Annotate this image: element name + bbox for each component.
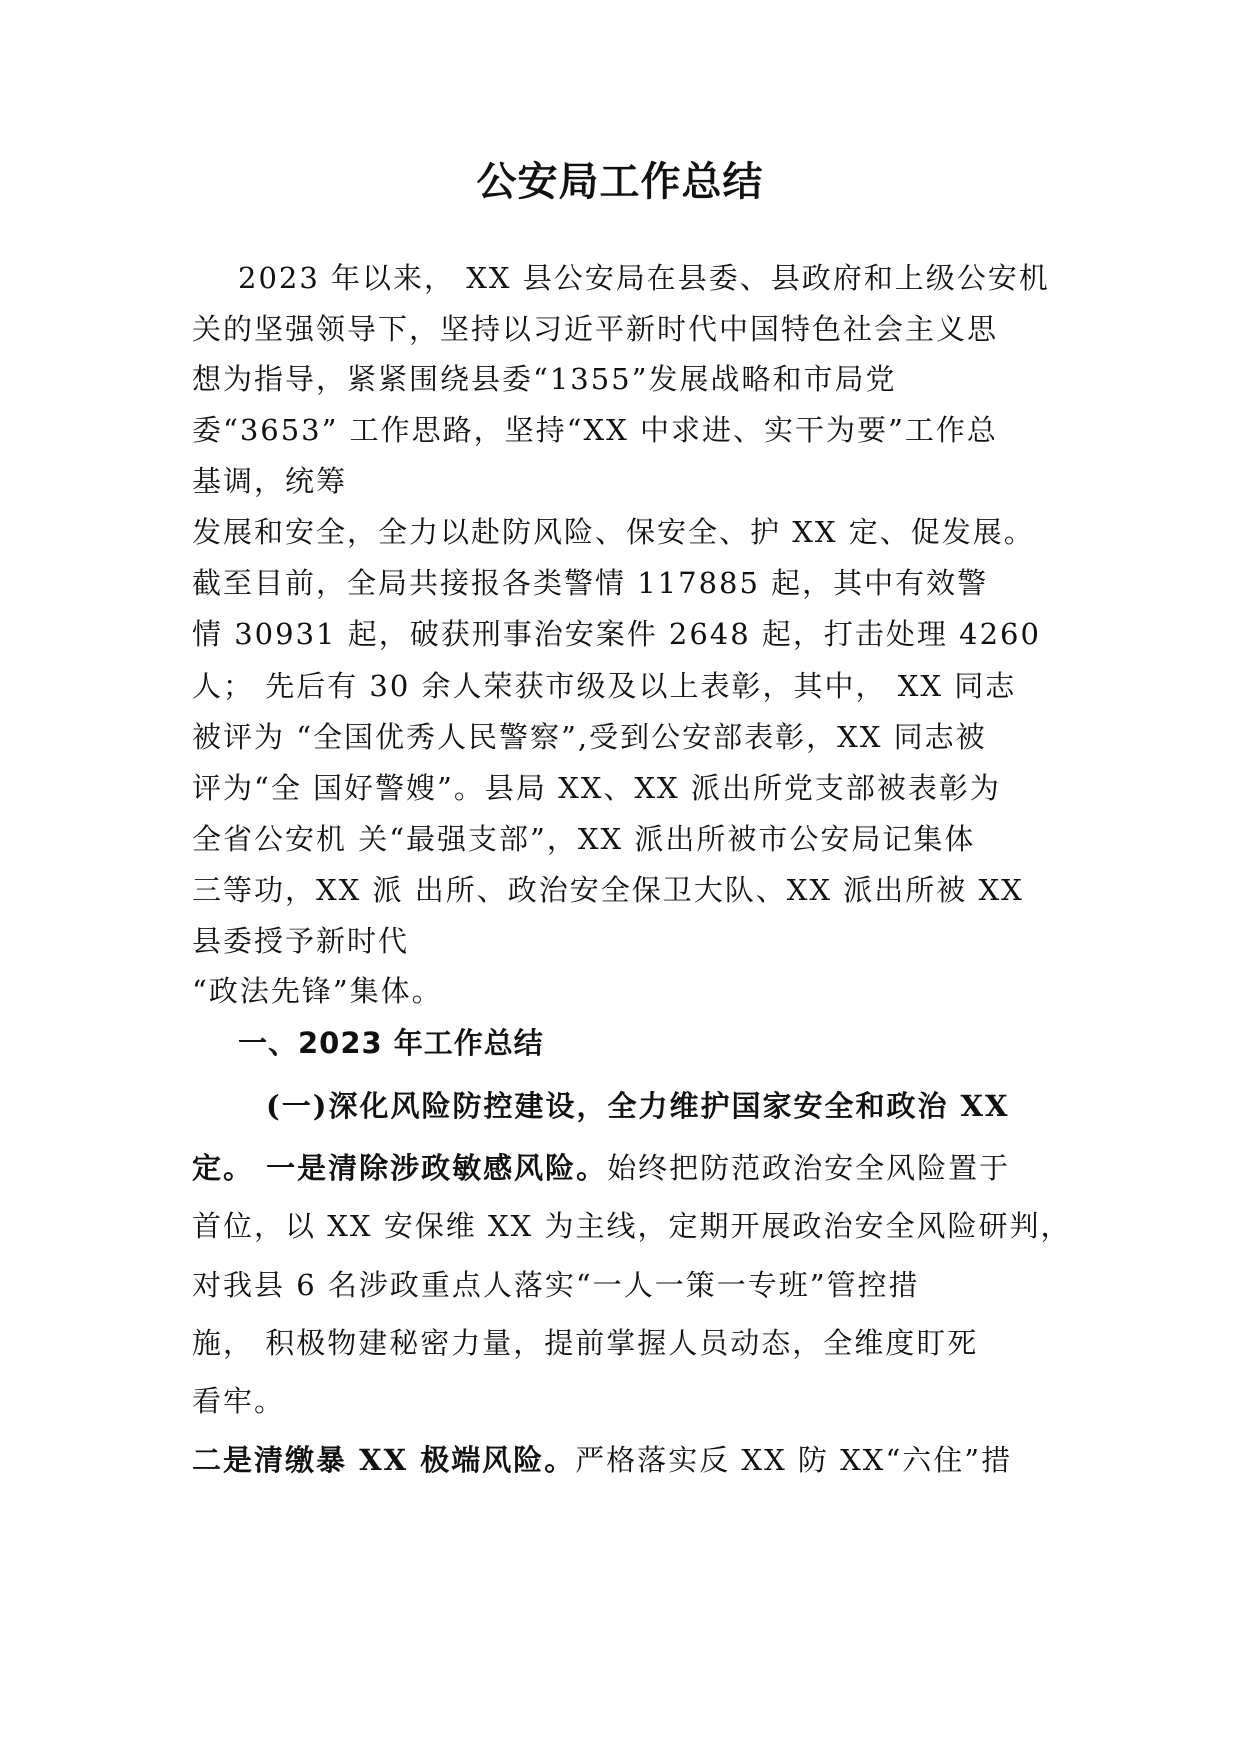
- intro-line-10: 被评为 “全国优秀人民警察”,受到公安部表彰，XX 同志被: [192, 720, 987, 754]
- intro-line-7: 截至目前，全局共接报各类警情 117885 起，其中有效警: [192, 566, 989, 600]
- intro-line-14: 县委授予新时代: [192, 924, 410, 958]
- document-title: 公安局工作总结: [476, 159, 764, 205]
- subsection-line-2: [192, 1148, 1010, 1188]
- intro-line-12: 全省公安机 关“最强支部”，XX 派出所被市公安局记集体: [192, 822, 976, 856]
- intro-line-13: 三等功，XX 派 出所、政治安全保卫大队、XX 派出所被 XX: [192, 873, 1024, 907]
- intro-line-5: 基调，统筹: [192, 464, 348, 498]
- body-line-2: 对我县 6 名涉政重点人落实“一人一策一专班”管控措: [192, 1268, 920, 1302]
- intro-line-1: 2023 年以来， XX 县公安局在县委、县政府和上级公安机: [238, 261, 1050, 295]
- body-line-1: 首位，以 XX 安保维 XX 为主线，定期开展政治安全风险研判，: [192, 1209, 1072, 1243]
- point-2-heading: 二是清缴暴 XX 极端风险。: [192, 1443, 576, 1477]
- intro-line-3: 想为指导，紧紧围绕县委“1355”发展战略和市局党: [192, 362, 897, 396]
- point-1-heading: 定。 一是清除涉政敏感风险。: [192, 1151, 608, 1185]
- section-heading-1: 一、2023 年工作总结: [238, 1026, 544, 1060]
- subsection-heading-1: (一)深化风险防控建设，全力维护国家安全和政治 XX: [266, 1089, 1010, 1123]
- intro-line-11: 评为“全 国好警嫂”。县局 XX、XX 派出所党支部被表彰为: [192, 771, 1001, 805]
- point-2-text: 严格落实反 XX 防 XX“六住”措: [575, 1443, 1013, 1477]
- intro-line-2: 关的坚强领导下，坚持以习近平新时代中国特色社会主义思: [192, 312, 999, 346]
- body-line-3: 施， 积极物建秘密力量，提前掌握人员动态，全维度盯死: [192, 1326, 979, 1360]
- point-1-text: 始终把防范政治安全风险置于: [607, 1151, 1011, 1185]
- body-line-4: 看牢。: [192, 1384, 286, 1418]
- intro-line-8: 情 30931 起，破获刑事治安案件 2648 起，打击处理 4260: [192, 617, 1041, 651]
- point-2-line: [192, 1440, 1012, 1480]
- intro-line-9: 人； 先后有 30 余人荣获市级及以上表彰，其中， XX 同志: [192, 669, 1017, 703]
- intro-line-4: 委“3653” 工作思路，坚持“XX 中求进、实干为要”工作总: [192, 413, 998, 447]
- intro-line-15: “政法先锋”集体。: [192, 974, 443, 1008]
- intro-line-6: 发展和安全，全力以赴防风险、保安全、护 XX 定、促发展。: [192, 515, 1035, 549]
